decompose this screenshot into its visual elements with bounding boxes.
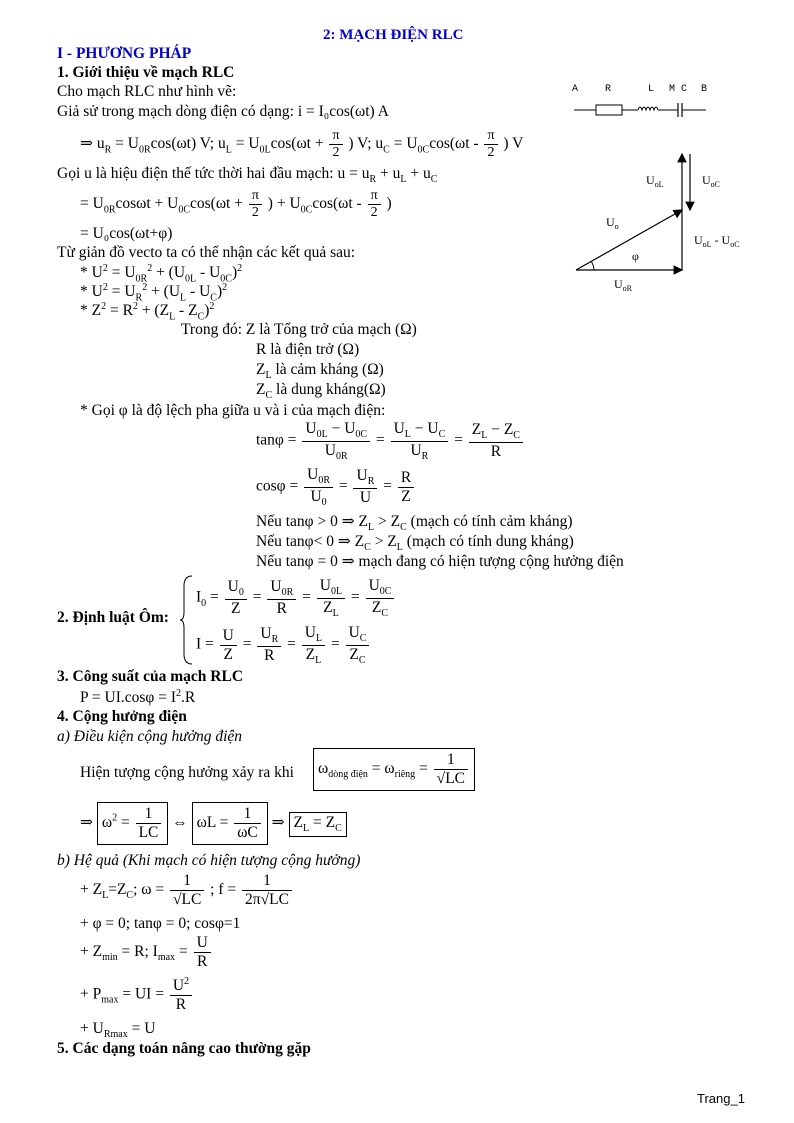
resonance-text: Hiện tượng cộng hưởng xảy ra khi [80, 764, 294, 781]
consequence-2: + φ = 0; tanφ = 0; cosφ=1 [80, 915, 241, 932]
circuit-label-c: C [681, 84, 688, 95]
phasor-diagram [570, 148, 760, 298]
circuit-label-m: M [669, 84, 676, 95]
label-u0: $U_o$ [606, 215, 619, 231]
heading-4: 4. Cộng hưởng điện [57, 708, 187, 725]
heading-5: 5. Các dạng toán nâng cao thường gặp [57, 1040, 311, 1057]
intro-line-2: Giả sử trong mạch dòng điện có dạng: i = I₀cos(ωt) A [57, 103, 389, 120]
label-u0l: $U_{oL}$ [646, 173, 664, 189]
voltage-expressions: ⇒ $u_R = U_{0R}\cos(\omega t)$ V; $u_L = U_{0L}\cos(\omega t$ + $\frac{\pi}{2}$ ) V; $u_C = U_{0C}\cos(\omega t$ - $\frac{\pi}{2}$ ) V [80, 128, 524, 161]
where-zc: $Z_C$ là dung kháng(Ω) [256, 381, 386, 402]
resonance-equivalences: ⇒ $\omega^2$ = $\frac{1}{LC}$ ⇔ ωL = $\frac{1}{\omega C}$ ⇒ $Z_L = Z_C$ [80, 802, 347, 845]
where-r: R là điện trở (Ω) [256, 341, 360, 358]
cos-phi-formula: cosφ = $\frac{U_{0R}}{U_0}$ = $\frac{U_R}{U}$ = $\frac{R}{Z}$ [256, 466, 416, 508]
label-u0r: $U_{oR}$ [614, 277, 633, 293]
condition-resonance: Nếu tanφ = 0 ⇒ mạch đang có hiện tượng cộng hưởng điện [256, 553, 624, 570]
circuit-label-l: L [648, 84, 655, 95]
resistor-icon [596, 105, 622, 115]
heading-4b: b) Hệ quả (Khi mạch có hiện tượng cộng hưởng) [57, 852, 361, 869]
intro-line-1: Cho mạch RLC như hình vẽ: [57, 83, 237, 100]
label-u0l-u0c: $U_{oL} - U_{oC}$ [694, 233, 740, 249]
sum-result: = U₀cos(ωt+φ) [80, 225, 173, 242]
phase-intro: * Gọi φ là độ lệch pha giữa u và i của mạch điện: [80, 402, 386, 419]
result-z: * $Z^2 = R^2 + (Z_L - Z_C)^2$ [80, 301, 215, 323]
where-zl: $Z_L$ là cảm kháng (Ω) [256, 361, 384, 382]
heading-1: 1. Giới thiệu về mạch RLC [57, 64, 235, 81]
circuit-label-b: B [701, 84, 708, 95]
consequence-5: + $U_{Rmax} = U$ [80, 1020, 156, 1041]
section-heading: I - PHƯƠNG PHÁP [57, 45, 192, 62]
ohm-law-peak: $I_0$ = $\frac{U_0}{Z}$ = $\frac{U_{0R}}{R}$ = $\frac{U_{0L}}{Z_L}$ = $\frac{U_{0C}}{Z_C}$ [196, 577, 396, 619]
page-title: 2: MẠCH ĐIỆN RLC [323, 27, 464, 43]
sum-expression: = $U_{0R}\cos\omega t + U_{0C}\cos(\omega t$ + $\frac{\pi}{2}$ ) + $U_{0C}\cos(\omega t$ - $\frac{\pi}{2}$ ) [80, 188, 392, 221]
resonance-condition-box: $\omega_{dòng điện} = \omega_{riêng}$ = $\frac{1}{√LC}$ [313, 748, 475, 791]
circuit-label-a: A [572, 84, 579, 95]
label-u0c: $U_{oC}$ [702, 173, 721, 189]
u0-vector [576, 210, 682, 270]
condition-capacitive: Nếu tanφ< 0 ⇒ $Z_C > Z_L$ (mạch có tính dung kháng) [256, 533, 574, 554]
heading-3: 3. Công suất của mạch RLC [57, 668, 244, 685]
where-z: Trong đó: Z là Tổng trở của mạch (Ω) [181, 321, 417, 338]
results-intro: Từ giản đồ vecto ta có thể nhận các kết quả sau: [57, 244, 356, 261]
power-formula: $P = UI.\cos\varphi = I^2.R$ [80, 688, 196, 707]
brace-icon [180, 574, 194, 666]
heading-4a: a) Điều kiện cộng hưởng điện [57, 728, 243, 745]
consequence-4: + $P_{max}$ = UI = $\frac{U^2}{R}$ [80, 976, 194, 1014]
result-u: * $U^2 = U_R^2 + (U_L - U_C)^2$ [80, 282, 228, 304]
total-voltage-line: Gọi u là hiệu điện thế tức thời hai đầu mạch: $u = u_R + u_L + u_C$ [57, 165, 438, 186]
page-number: Trang_1 [697, 1091, 745, 1106]
label-phi: φ [632, 249, 639, 263]
consequence-1: + $Z_L=Z_C$; ω = $\frac{1}{√LC}$ ; f = $\frac{1}{2\pi√LC}$ [80, 872, 294, 909]
inductor-icon [638, 107, 658, 110]
condition-inductive: Nếu tanφ > 0 ⇒ $Z_L > Z_C$ (mạch có tính cảm kháng) [256, 513, 573, 534]
circuit-diagram [568, 80, 718, 122]
consequence-3: + $Z_{min} = R$; $I_{max}$ = $\frac{U}{R}$ [80, 934, 213, 971]
tan-phi-formula: tanφ = $\frac{U_{0L} - U_{0C}}{U_{0R}}$ = $\frac{U_L - U_C}{U_R}$ = $\frac{Z_L - Z_C}{R}$ [256, 420, 525, 462]
circuit-label-r: R [605, 84, 612, 95]
ohm-law-rms: I = $\frac{U}{Z}$ = $\frac{U_R}{R}$ = $\frac{U_L}{Z_L}$ = $\frac{U_C}{Z_C}$ [196, 624, 371, 666]
heading-2: 2. Định luật Ôm: [57, 609, 169, 626]
result-u0: * $U^2 = U_{0R}^2 + (U_{0L} - U_{0C})^2$ [80, 263, 243, 285]
